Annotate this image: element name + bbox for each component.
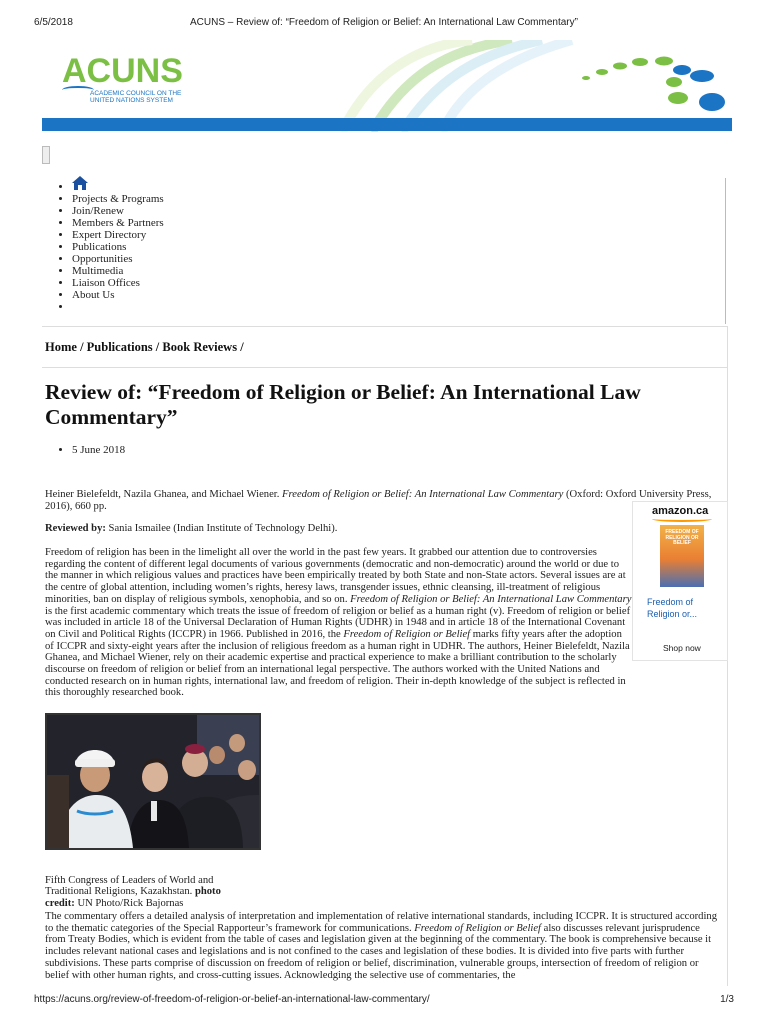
p1-text-a: Freedom of religion has been in the limelight all over the world in the past few years. It grabbed our attention due to controversies regarding the content of different legal documents of various governments (democratic and non-democratic) around the world or due to the manner in which religious values and practices have been empirically treated by both State and non-State actors. Several issues are at the centre of global attention, including women’s rights, heresy laws, transgender issues, ethnic cleansing, ill-treatment of religious minorities, ban on display of religious symbols, xenophobia, and so on. [45, 547, 626, 605]
breadcrumb-sep: / [76, 340, 87, 354]
amazon-widget[interactable] [632, 501, 728, 661]
book-cover-title: FREEDOM OF RELIGION OR BELIEF [665, 529, 699, 546]
nav-item-liaison-offices[interactable]: • Liaison Offices [72, 277, 164, 289]
citation-authors: Heiner Bielefeldt, Nazila Ghanea, and Michael Wiener. [45, 489, 283, 500]
reviewed-by-label: Reviewed by: [45, 523, 106, 534]
post-meta [60, 444, 125, 456]
print-page-number: 1/3 [720, 994, 734, 1005]
caption-text: Fifth Congress of Leaders of World and Traditional Religions, Kazakhstan. [45, 874, 214, 898]
citation-title: Freedom of Religion or Belief: An International Law Commentary [282, 489, 564, 500]
book-cover[interactable] [660, 525, 704, 587]
nav-item-empty[interactable] [72, 301, 164, 313]
photo-caption [45, 875, 245, 910]
nav-item-publications[interactable]: • Publications [72, 241, 164, 253]
caption-credit-value: UN Photo/Rick Bajornas [74, 898, 184, 909]
nav-item-expert-directory[interactable]: • Expert Directory [72, 229, 164, 241]
main-nav [60, 176, 164, 313]
nav-item-about[interactable]: • About Us [72, 289, 164, 301]
photo-illustration [47, 715, 259, 848]
p1-text-c: is the first academic commentary which treats the issue of freedom of religion or belief as a human right (v). Freedom of religion or belief was included in article 18 of the Universal Declaration of Human Rights (UDHR) in 1948 and in article 18 of the International Covenant on Civil and Political Rights (ICCPR) in 1966. Published in 2016, the [45, 605, 631, 640]
caption-credit-label: photo credit: [45, 886, 221, 909]
amazon-smile-icon [652, 516, 712, 522]
breadcrumb-publications[interactable]: Publications [86, 340, 153, 354]
nav-item-members[interactable]: • Members & Partners [72, 217, 164, 229]
banner-bar [42, 118, 732, 131]
p1-text-e: marks fifty years after the adoption of ICCPR and sixty-eight years after the inclusion of religious freedom as a human right in UDHR. The authors, Heiner Bielefeldt, Nazila Ghanea, and Michael Wiener, rely on their academic expertise and practical experience to make a brilliant contribution to the scholarly discourse on freedom of religion or belief from an international legal perspective. The authors worked with the United Nations and conducted research on in human rights, international law, and freedom of religion. Their in-depth knowledge of the subject is reflected in this thoroughly researched book. [45, 628, 630, 699]
paragraph-commentary [45, 911, 720, 981]
print-url: https://acuns.org/review-of-freedom-of-religion-or-belief-an-international-law-commentary/ [34, 994, 430, 1005]
amazon-shop-now[interactable]: Shop now [663, 643, 701, 653]
breadcrumb-sep: / [237, 340, 244, 354]
acuns-logo[interactable]: ACUNS [62, 52, 183, 90]
breadcrumb-sep: / [152, 340, 163, 354]
book-citation [45, 489, 725, 512]
p1-italic-title: Freedom of Religion or Belief: An International Law Commentary [350, 593, 632, 605]
nav-item-projects[interactable]: • Projects & Programs [72, 193, 164, 205]
post-date: • 5 June 2018 [72, 444, 125, 456]
reviewer-name: Sania Ismailee (Indian Institute of Technology Delhi). [105, 523, 338, 534]
p2-italic-title: Freedom of Religion or Belief [414, 922, 541, 934]
p2-text-a: The commentary offers a detailed analysis of interpretation and implementation of relative international standards, including ICCPR. It is structured according to the thematic categories of the Special Rapporteur’s framework for communications. [45, 911, 718, 934]
nav-item-opportunities[interactable]: • Opportunities [72, 253, 164, 265]
house-icon[interactable] [72, 176, 88, 190]
paragraph-intro [45, 547, 633, 699]
reviewer-line [45, 523, 625, 535]
nav-item-join[interactable]: • Join/Renew [72, 205, 164, 217]
logo-subtitle [90, 90, 181, 104]
nav-item-home[interactable] [72, 176, 164, 193]
nav-item-multimedia[interactable]: • Multimedia [72, 265, 164, 277]
citation-publisher: (Oxford: Oxford University Press, 2016), 660 pp. [45, 489, 712, 512]
nav-divider [725, 178, 726, 324]
breadcrumb-home[interactable]: Home [45, 340, 77, 354]
logo-subtitle-line1: ACADEMIC COUNCIL ON THE [90, 90, 182, 97]
breadcrumb [45, 340, 244, 355]
menu-toggle-button[interactable] [42, 146, 50, 164]
amazon-product-name[interactable]: Freedom of Religion or... [647, 597, 698, 619]
print-date: 6/5/2018 [34, 17, 73, 28]
amazon-logo: amazon.ca [652, 505, 709, 517]
page-title: Review of: “Freedom of Religion or Belief: An International Law Commentary” [45, 380, 641, 429]
print-title: ACUNS – Review of: “Freedom of Religion or Belief: An International Law Commentary” [190, 17, 578, 28]
breadcrumb-book-reviews[interactable]: Book Reviews [162, 340, 238, 354]
p1-italic-short: Freedom of Religion or Belief [343, 628, 471, 640]
logo-subtitle-line2: UNITED NATIONS SYSTEM [90, 97, 173, 104]
article-photo [45, 713, 261, 850]
p2-text-c: also discusses relevant jurisprudence from Treaty Bodies, which is evident from the table of cases and legislation given at the beginning of the commentary. The book is comprehensive because it includes relevant national cases and legislations and is not confined to the cases and legislation of these bodies. It is divided into five parts with further subdivisions. These parts comprise of discussion on freedom of religion or belief, discrimination, vulnerable groups, intersection of freedom of religion or belief with other human rights, and cross-cutting issues. Acknowledging the selective use of commentaries, the [45, 922, 712, 981]
